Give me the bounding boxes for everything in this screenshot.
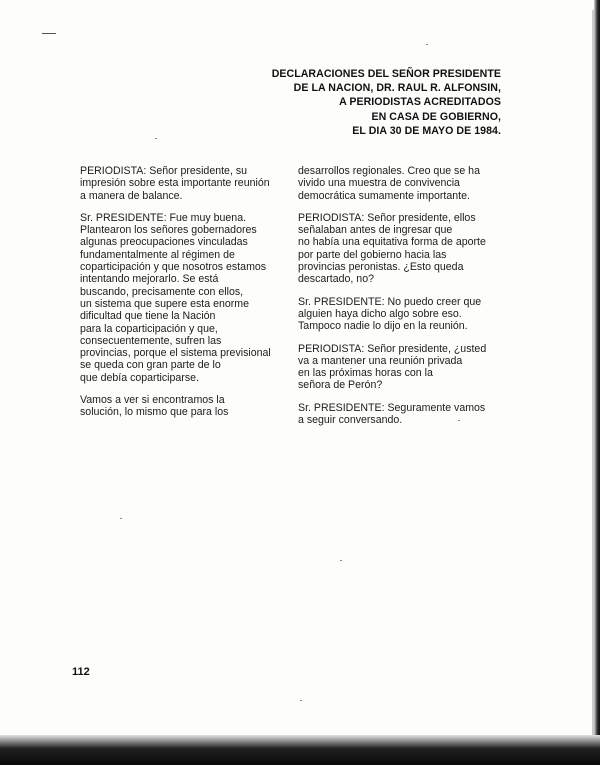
text-line: señalaban antes de ingresar que: [298, 224, 453, 237]
text-line: consecuentemente, sufren las: [80, 334, 222, 347]
text-line: a seguir conversando.: [298, 414, 403, 427]
scan-speck: [155, 138, 157, 139]
paragraph-answer-solution: [80, 394, 280, 419]
text-line: provincias, porque el sistema previsional: [80, 347, 271, 360]
text-line: PERIODISTA: Señor presidente, su: [80, 165, 248, 177]
text-line: que debía coparticiparse.: [80, 371, 199, 384]
text-line: impresión sobre esta importante reunión: [80, 177, 270, 190]
text-line: PERIODISTA: Señor presidente, ellos: [298, 211, 476, 224]
text-line: PERIODISTA: Señor presidente, ¿usted: [298, 342, 487, 355]
paragraph-question-provinces: [298, 212, 498, 286]
text-line: un sistema que supere esta enorme: [80, 297, 250, 310]
heading-line: EN CASA DE GOBIERNO,: [371, 110, 501, 123]
text-line: Sr. PRESIDENTE: No puedo creer que: [298, 295, 482, 308]
paragraph-answer-coparticipation: [80, 212, 280, 384]
text-line: Sr. PRESIDENTE: Fue muy buena.: [80, 211, 247, 224]
document-heading: [250, 67, 501, 138]
scan-speck: [426, 44, 428, 45]
paragraph-answer-continued: [298, 165, 498, 202]
heading-line: EL DIA 30 DE MAYO DE 1984.: [352, 124, 501, 137]
text-line: para la coparticipación y que,: [80, 322, 218, 335]
text-line: coparticipación y que nosotros estamos: [80, 261, 267, 274]
scan-speck: [120, 518, 122, 519]
text-line: Plantearon los señores gobernadores: [80, 224, 257, 237]
text-line: por parte del gobierno hacia las: [298, 248, 447, 261]
text-line: dificultad que tiene la Nación: [80, 310, 216, 323]
text-line: Sr. PRESIDENTE: Seguramente vamos: [298, 401, 486, 414]
scan-edge: [594, 0, 600, 765]
scan-speck: [458, 420, 460, 421]
heading-line: A PERIODISTAS ACREDITADOS: [339, 96, 501, 109]
text-line: algunas preocupaciones vinculadas: [80, 236, 248, 249]
text-line: a manera de balance.: [80, 189, 183, 202]
text-line: alguien haya dicho algo sobre eso.: [298, 307, 462, 320]
text-line: provincias peronistas. ¿Esto queda: [298, 261, 464, 274]
heading-line: DE LA NACION, DR. RAUL R. ALFONSIN,: [293, 82, 501, 95]
text-line: Tampoco nadie lo dijo en la reunión.: [298, 320, 468, 333]
text-line: descartado, no?: [298, 273, 374, 286]
text-line: en las próximas horas con la: [298, 367, 433, 380]
text-line: va a mantener una reunión privada: [298, 354, 463, 367]
paragraph-answer-conversing: [298, 402, 498, 427]
heading-line: DECLARACIONES DEL SEÑOR PRESIDENTE: [271, 68, 501, 80]
paragraph-question-balance: [80, 165, 280, 202]
text-line: buscando, precisamente con ellos,: [80, 285, 244, 298]
scan-edge: [0, 735, 600, 765]
paragraph-answer-nobody: [298, 296, 498, 333]
right-column: [298, 165, 498, 436]
text-line: señora de Perón?: [298, 379, 383, 392]
scan-mark: [42, 33, 56, 34]
text-line: fundamentalmente al régimen de: [80, 248, 235, 261]
text-line: democrática sumamente importante.: [298, 189, 470, 202]
paragraph-question-peron: [298, 343, 498, 392]
text-line: Vamos a ver si encontramos la: [80, 394, 225, 407]
text-line: vivido una muestra de convivencia: [298, 177, 460, 190]
text-line: no había una equitativa forma de aporte: [298, 236, 486, 249]
text-line: solución, lo mismo que para los: [80, 406, 229, 419]
page-number: 112: [72, 666, 90, 678]
text-line: intentando mejorarlo. Se está: [80, 273, 219, 286]
text-line: desarrollos regionales. Creo que se ha: [298, 165, 480, 177]
scan-speck: [300, 700, 302, 701]
scan-speck: [340, 560, 342, 561]
left-column: [80, 165, 280, 429]
text-line: se queda con gran parte de lo: [80, 359, 221, 372]
